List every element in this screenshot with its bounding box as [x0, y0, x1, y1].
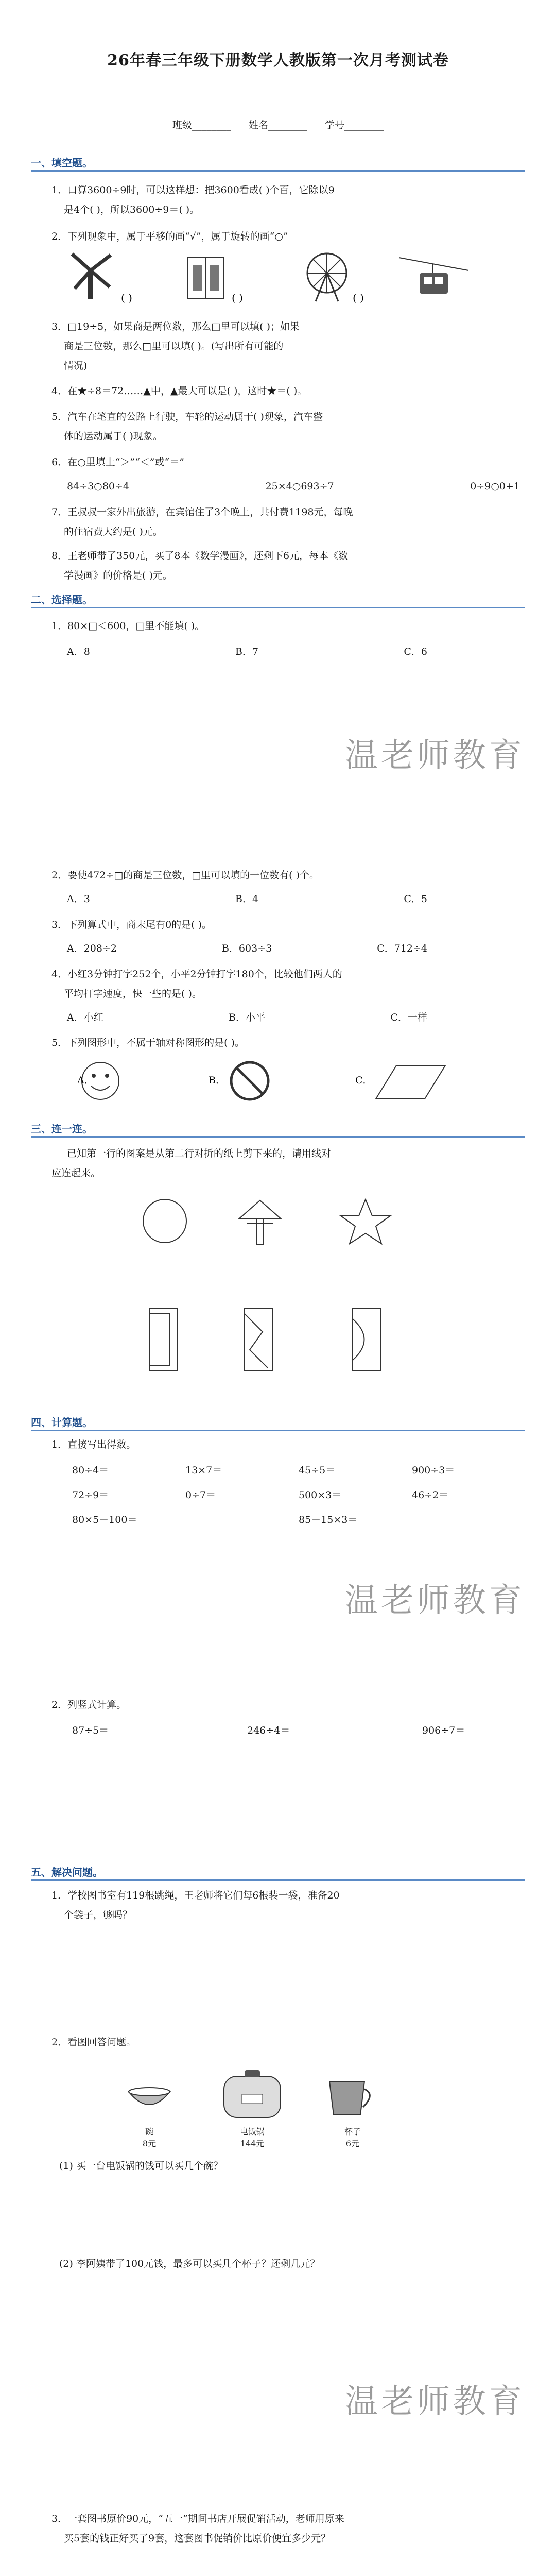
match-line1: 已知第一行的图案是从第二行对折的纸上剪下来的，请用线对 — [67, 1148, 332, 1159]
choice-q2: 2．要使472÷□的商是三位数，□里可以填的一位数有( )个。 — [51, 870, 320, 881]
name-field: 姓名________ — [248, 120, 307, 131]
choice-q3-options — [67, 941, 427, 955]
fill-q3 — [51, 317, 300, 376]
option: B．7 — [235, 646, 259, 657]
section-fill-title: 一、填空题。 — [31, 157, 93, 169]
folded-paper-1 — [149, 1309, 178, 1370]
compare-item: 25×4○693÷7 — [265, 481, 334, 492]
fill-q8-line1: 8．王老师带了350元，买了8本《数学漫画》，还剩下6元，每本《数 — [51, 550, 349, 562]
item-cup — [322, 2125, 384, 2149]
match-figures — [139, 1195, 427, 1381]
fill-q3-line1: 3．□19÷5，如果商是两位数，那么□里可以填( )；如果 — [51, 321, 300, 332]
ferris-wheel-icon — [307, 253, 346, 301]
solve-q2-1: (1) 买一台电饭锅的钱可以买几个碗？ — [59, 2160, 223, 2172]
choice-q4-line1: 4．小红3分钟打字252个，小平2分钟打字180个，比较他们两人的 — [51, 969, 342, 980]
fill-q1-line1: 1．口算3600÷9时，可以这样想：把3600看成( )个百，它除以9 — [51, 184, 335, 196]
calc-cell: 85－15×3＝ — [299, 1514, 358, 1526]
rice-cooker-icon — [224, 2070, 281, 2117]
vertical-item: 906÷7＝ — [422, 1725, 465, 1736]
folded-paper-3 — [353, 1309, 381, 1370]
calc-row — [72, 1510, 525, 1530]
class-field: 班级________ — [172, 120, 231, 131]
elevator-icon — [188, 258, 224, 299]
mushroom-shape — [239, 1200, 281, 1244]
option: C．一样 — [390, 1012, 427, 1023]
vertical-item: 87÷5＝ — [72, 1725, 109, 1736]
calc-cell: 900÷3＝ — [412, 1465, 455, 1476]
choice-q5: 5．下列图形中，不属于轴对称图形的是( )。 — [51, 1037, 245, 1048]
calc-cell: 72÷9＝ — [72, 1489, 109, 1501]
section-solve-title: 五、解决问题。 — [31, 1866, 103, 1878]
choice-q2-options — [67, 891, 427, 905]
item-cooker — [216, 2125, 288, 2149]
option: C．5 — [404, 893, 427, 905]
fill-q5 — [51, 407, 323, 446]
number-field: 学号________ — [325, 120, 384, 131]
fill-q3-line3: 情况) — [64, 360, 88, 371]
svg-text:( ): ( ) — [121, 292, 132, 304]
label-c: C． — [355, 1075, 373, 1086]
option: C．6 — [404, 646, 427, 657]
calc-cell: 13×7＝ — [185, 1465, 222, 1476]
calc-q2: 2．列竖式计算。 — [51, 1699, 127, 1710]
fill-q6-items — [67, 477, 520, 496]
option: B．小平 — [229, 1012, 266, 1023]
cup-icon — [329, 2081, 370, 2115]
item-price: 144元 — [240, 2139, 265, 2148]
fill-q7-line1: 7．王叔叔一家外出旅游，在宾馆住了3个晚上，共付费1198元，每晚 — [51, 506, 353, 518]
item-price: 8元 — [142, 2139, 157, 2148]
choice-q4 — [51, 964, 342, 1004]
solve-q3-line1: 3．一套图书原价90元，“五一”期间书店开展促销活动，老师用原来 — [51, 2513, 344, 2524]
divider — [31, 1430, 525, 1431]
fill-q4: 4．在★÷8＝72……▲中，▲最大可以是( )，这时★＝( )。 — [51, 385, 307, 397]
choice-q4-options — [67, 1010, 427, 1024]
fill-q8-line2: 学漫画》的价格是( )元。 — [64, 570, 172, 581]
choice-q4-line2: 平均打字速度，快一些的是( )。 — [64, 988, 202, 999]
solve-q2-2: (2) 李阿姨带了100元钱，最多可以买几个杯子？还剩几元？ — [59, 2258, 320, 2269]
divider — [31, 170, 525, 172]
watermark: 温老师教育 — [345, 2383, 525, 2421]
compare-item: 84÷3○80÷4 — [67, 481, 129, 492]
option: A．3 — [67, 893, 90, 905]
svg-text:( ): ( ) — [232, 292, 243, 304]
calc-row — [72, 1461, 525, 1480]
option: A．208÷2 — [67, 943, 117, 954]
fill-q1-line2: 是4个( )，所以3600÷9＝( )。 — [64, 204, 200, 215]
solve-q3-line2: 买5套的钱正好买了9套，这套图书促销价比原价便宜多少元？ — [64, 2533, 331, 2544]
parallelogram-icon — [376, 1065, 445, 1099]
divider — [31, 1136, 525, 1138]
choice-q3: 3．下列算式中，商末尾有0的是( )。 — [51, 919, 212, 930]
calc-grid — [72, 1461, 525, 1530]
calc-cell: 80×5－100＝ — [72, 1514, 137, 1526]
solve-q1-line2: 个袋子，够吗？ — [64, 1909, 133, 1921]
solve-q1 — [51, 1886, 340, 1925]
item-name: 电饭锅 — [239, 2127, 265, 2137]
label-a: A． — [77, 1075, 94, 1086]
fill-q7 — [51, 502, 353, 541]
calc-cell: 80÷4＝ — [72, 1465, 109, 1476]
match-instructions — [51, 1144, 332, 1183]
option: A．小红 — [67, 1012, 103, 1023]
fill-q3-line2: 商是三位数，那么□里可以填( )。(写出所有可能的 — [64, 341, 284, 352]
match-line2: 应连起来。 — [51, 1167, 101, 1179]
option: C．712÷4 — [377, 943, 427, 954]
calc-q1: 1．直接写出得数。 — [51, 1439, 136, 1450]
solve-q3 — [51, 2509, 344, 2548]
svg-text:( ): ( ) — [353, 292, 364, 304]
fill-q1 — [51, 180, 335, 219]
item-name: 杯子 — [344, 2127, 361, 2137]
divider — [31, 1879, 525, 1881]
item-bowl — [118, 2125, 180, 2149]
no-sign-icon — [231, 1062, 268, 1099]
compare-item: 0÷9○0+1 — [470, 481, 520, 492]
option: B．4 — [235, 893, 259, 905]
calc-cell: 45÷5＝ — [299, 1465, 336, 1476]
kitchen-items — [118, 2066, 386, 2123]
fill-q2: 2．下列现象中，属于平移的画“√”，属于旋转的画“○” — [51, 231, 288, 242]
choice-q1-options — [67, 644, 427, 658]
motion-pictures — [70, 250, 471, 307]
student-info — [0, 117, 556, 131]
section-match-title: 三、连一连。 — [31, 1123, 93, 1135]
option: A．8 — [67, 646, 90, 657]
calc-cell: 46÷2＝ — [412, 1489, 449, 1501]
bowl-icon — [129, 2088, 170, 2105]
section-calc-title: 四、计算题。 — [31, 1416, 93, 1429]
label-b: B． — [208, 1075, 225, 1086]
solve-q2: 2．看图回答问题。 — [51, 2037, 136, 2048]
answer-parens — [121, 292, 364, 304]
page-title: 26年春三年级下册数学人教版第一次月考测试卷 — [107, 52, 449, 70]
section-choice-title: 二、选择题。 — [31, 594, 93, 606]
watermark: 温老师教育 — [345, 1582, 525, 1620]
star-shape — [341, 1199, 390, 1244]
fill-q5-line2: 体的运动属于( )现象。 — [64, 431, 163, 442]
calc-cell: 500×3＝ — [299, 1489, 342, 1501]
fill-q8 — [51, 546, 348, 585]
fill-q6: 6．在○里填上“＞”“＜”或“＝” — [51, 456, 184, 468]
item-price: 6元 — [345, 2139, 360, 2148]
item-name: 碗 — [145, 2127, 153, 2137]
calc-row — [72, 1485, 525, 1505]
fill-q5-line1: 5．汽车在笔直的公路上行驶，车轮的运动属于( )现象，汽车整 — [51, 411, 323, 422]
circle-shape — [143, 1199, 186, 1243]
vertical-item: 246÷4＝ — [247, 1725, 290, 1736]
windmill-icon — [72, 254, 111, 299]
vertical-calc — [72, 1721, 525, 1740]
option: B．603÷3 — [221, 943, 272, 954]
divider — [31, 607, 525, 608]
choice-q1: 1．80×□＜600，□里不能填( )。 — [51, 620, 205, 632]
fill-q7-line2: 的住宿费大约是( )元。 — [64, 526, 163, 537]
folded-paper-2 — [245, 1309, 273, 1370]
solve-q1-line1: 1．学校图书室有119根跳绳，王老师将它们每6根装一袋，准备20 — [51, 1890, 340, 1901]
cable-car-icon — [399, 258, 468, 294]
calc-cell: 0÷7＝ — [185, 1489, 216, 1501]
watermark: 温老师教育 — [345, 737, 525, 775]
symmetry-shapes — [77, 1060, 448, 1107]
